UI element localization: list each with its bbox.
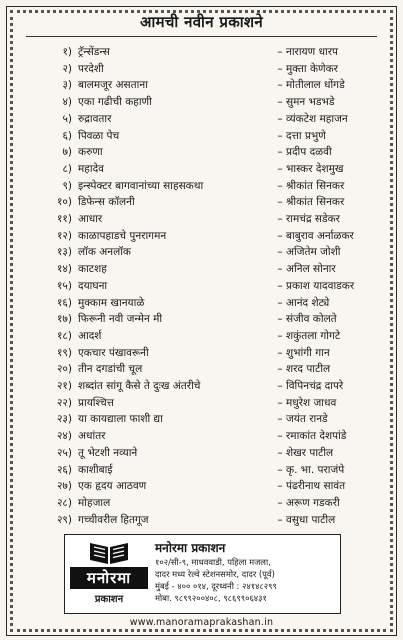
book-number: १६)	[56, 296, 72, 309]
book-number: १७)	[56, 313, 72, 326]
book-author: कृ. भा. पराजंपे	[286, 463, 345, 476]
book-row	[20, 428, 380, 444]
book-number: २०)	[56, 363, 72, 376]
book-row	[20, 295, 380, 311]
book-number: ५)	[62, 112, 72, 125]
separator-dash: –	[277, 513, 283, 526]
book-author: संजीव कोलते	[286, 313, 337, 326]
book-number: १८)	[56, 329, 72, 342]
book-row	[20, 378, 380, 394]
book-title: तीन दगडांची चूल	[78, 363, 143, 376]
book-author: मोतीलाल धोंगडे	[286, 79, 345, 92]
book-row	[20, 128, 380, 144]
book-number: २२)	[56, 396, 72, 409]
separator-dash: –	[277, 480, 283, 493]
book-row	[20, 194, 380, 210]
book-title: परदेशी	[78, 62, 104, 75]
book-row	[20, 328, 380, 344]
book-number: १९)	[56, 346, 72, 359]
book-title: आदर्श	[78, 329, 102, 342]
separator-dash: –	[277, 363, 283, 376]
book-author: दत्ता प्रभुणे	[286, 129, 326, 142]
book-title: काशीबाई	[78, 463, 113, 476]
book-author: शुभांगी गान	[286, 346, 330, 359]
separator-dash: –	[277, 229, 283, 242]
book-author: भास्कर देशमुख	[286, 162, 344, 175]
book-author: शेखर पाटील	[286, 446, 334, 459]
book-title: मोहजाल	[78, 496, 111, 509]
book-number: ८)	[62, 162, 72, 175]
book-number: २८)	[56, 496, 72, 509]
book-title: ट्रॅन्सेंडन्स	[78, 46, 110, 58]
book-title: एकचार पंखावरूनी	[78, 346, 149, 359]
separator-dash: –	[277, 313, 283, 326]
separator-dash: –	[277, 496, 283, 509]
book-title: आधार	[78, 213, 103, 226]
book-title: इन्स्पेक्टर बागवानांच्या साहसकथा	[78, 179, 204, 192]
book-number: १५)	[56, 279, 72, 292]
separator-dash: –	[277, 329, 283, 342]
book-row	[20, 311, 380, 327]
separator-dash: –	[277, 196, 283, 209]
book-number: १३)	[56, 246, 72, 259]
book-author: रमाकांत देशपांडे	[286, 430, 347, 443]
book-number: २३)	[56, 413, 72, 426]
publisher-address-line-1: १०२/सी-९, माधववाडी, पहिला मजला,	[155, 557, 271, 567]
book-author: शकुंतला गोगटे	[286, 329, 341, 342]
separator-dash: –	[277, 446, 283, 459]
separator-dash: –	[277, 79, 283, 92]
separator-dash: –	[277, 62, 283, 75]
book-author: सुमन भडभडे	[286, 96, 335, 109]
book-author: आनंद शेट्ये	[286, 296, 330, 309]
book-title: करुणा	[78, 146, 103, 159]
book-number: २७)	[56, 480, 72, 493]
separator-dash: –	[277, 179, 283, 192]
page-title: आमची नवीन प्रकाशने	[139, 13, 264, 31]
book-row	[20, 144, 380, 160]
book-row	[20, 478, 380, 494]
book-row	[20, 77, 380, 93]
book-number: १२)	[56, 229, 72, 242]
book-title: डिफेन्स कॉलनी	[78, 196, 135, 209]
book-title: शब्दांत सांगू कैसे ते दुःख अंतरीचे	[78, 380, 201, 393]
book-title: फिरूनी नवी जन्मेन मी	[78, 313, 163, 326]
book-row	[20, 161, 380, 177]
book-number: १०)	[56, 196, 72, 209]
book-author: नारायण धारप	[286, 46, 339, 58]
book-number: १४)	[56, 263, 72, 276]
book-row	[20, 61, 380, 77]
book-author: मुक्ता केणेकर	[286, 62, 338, 75]
book-number: ११)	[56, 213, 72, 226]
book-row	[20, 278, 380, 294]
separator-dash: –	[277, 112, 283, 125]
book-author: व्यंकटेश महाजन	[286, 112, 348, 125]
book-row	[20, 244, 380, 260]
book-row	[20, 445, 380, 461]
book-title: काटशह	[78, 263, 107, 276]
logo-text: मनोरमा	[70, 567, 148, 589]
book-author: रामचंद्र सडेकर	[286, 213, 340, 226]
logo-subtext: प्रकाशन	[94, 594, 124, 605]
book-row	[20, 395, 380, 411]
separator-dash: –	[277, 380, 283, 393]
book-author: पंढरीनाथ सावंत	[286, 480, 346, 493]
book-number: ३)	[62, 79, 72, 92]
book-row	[20, 44, 380, 60]
book-row	[20, 512, 380, 528]
book-list	[20, 44, 380, 528]
book-row	[20, 94, 380, 110]
book-author: विपिनचंद्र दापरे	[286, 380, 344, 393]
book-title: पिवळा पेच	[78, 129, 120, 142]
separator-dash: –	[277, 96, 283, 109]
title-underline	[26, 36, 377, 37]
book-number: २४)	[56, 430, 72, 443]
book-number: २१)	[56, 380, 72, 393]
publisher-logo	[70, 539, 148, 609]
book-title: एक हृदय आठवण	[78, 480, 147, 493]
book-row	[20, 178, 380, 194]
separator-dash: –	[277, 146, 283, 159]
publisher-box	[64, 534, 341, 614]
book-title: तू भेटशी नव्याने	[78, 446, 138, 459]
separator-dash: –	[277, 279, 283, 292]
separator-dash: –	[277, 413, 283, 426]
separator-dash: –	[277, 162, 283, 175]
book-author: जयंत रानडे	[286, 413, 328, 426]
book-row	[20, 211, 380, 227]
separator-dash: –	[277, 346, 283, 359]
book-author: अरूण गडकरी	[286, 496, 340, 509]
separator-dash: –	[277, 463, 283, 476]
book-row	[20, 345, 380, 361]
book-title: बालमजूर असताना	[78, 79, 148, 92]
separator-dash: –	[277, 213, 283, 226]
book-author: शरद पाटील	[286, 363, 331, 376]
book-author: श्रीकांत सिनकर	[286, 196, 345, 209]
open-book-icon	[88, 539, 130, 565]
book-title: दयाघना	[78, 279, 108, 292]
book-number: ४)	[62, 96, 72, 109]
book-author: बाबुराव अर्नाळकर	[286, 229, 354, 242]
book-title: एका गढीची कहाणी	[78, 96, 152, 109]
book-number: २६)	[56, 463, 72, 476]
book-number: ६)	[62, 129, 72, 142]
book-title: काळापहाडचे पुनरागमन	[78, 229, 167, 242]
separator-dash: –	[277, 246, 283, 259]
book-number: २९)	[56, 513, 72, 526]
book-number: ९)	[62, 179, 72, 192]
separator-dash: –	[277, 430, 283, 443]
publisher-address-line-2: दादर मध्य रेल्वे स्टेशनसमोर, दादर (पूर्व)	[155, 569, 275, 579]
book-number: २)	[62, 62, 72, 75]
separator-dash: –	[277, 396, 283, 409]
book-author: श्रीकांत सिनकर	[286, 179, 345, 192]
book-title: या कायद्याला फाशी द्या	[78, 413, 163, 426]
publisher-phone: मुंबई - ४०० ०१४, दूरध्वनी : २४१४८२९९	[155, 581, 277, 591]
book-row	[20, 361, 380, 377]
separator-dash: –	[277, 296, 283, 309]
book-title: मुक्काम खानयाळे	[78, 296, 145, 309]
book-row	[20, 462, 380, 478]
book-author: प्रकाश यादवाडकर	[286, 279, 355, 292]
book-author: मधुरेश जाधव	[286, 396, 337, 409]
publisher-website[interactable]: www.manoramaprakashan.in	[129, 617, 274, 628]
book-number: २५)	[56, 446, 72, 459]
book-row	[20, 261, 380, 277]
book-title: रुद्रावतार	[78, 112, 112, 125]
book-row	[20, 111, 380, 127]
separator-dash: –	[277, 129, 283, 142]
book-title: लॉक अनलॉक	[78, 246, 131, 259]
book-number: ७)	[62, 146, 72, 159]
book-author: अजितेम जोशी	[286, 246, 341, 259]
book-author: प्रदीप दळवी	[286, 146, 332, 159]
publisher-name: मनोरमा प्रकाशन	[155, 541, 226, 555]
book-number: १)	[62, 46, 72, 58]
book-author: अनिल सोनार	[286, 263, 336, 276]
book-title: अधांतर	[78, 430, 106, 443]
book-title: गच्चीवरील हितगूज	[78, 513, 149, 526]
separator-dash: –	[277, 46, 283, 58]
book-author: वसुधा पाटील	[286, 513, 336, 526]
book-title: महादेव	[78, 162, 104, 175]
separator-dash: –	[277, 263, 283, 276]
publisher-mobile: मोबा. ९८९९२००४०८, ९८६९९०६४३१	[155, 593, 267, 603]
book-title: प्रायश्चित्त	[78, 396, 114, 409]
book-row	[20, 495, 380, 511]
book-row	[20, 411, 380, 427]
book-row	[20, 228, 380, 244]
